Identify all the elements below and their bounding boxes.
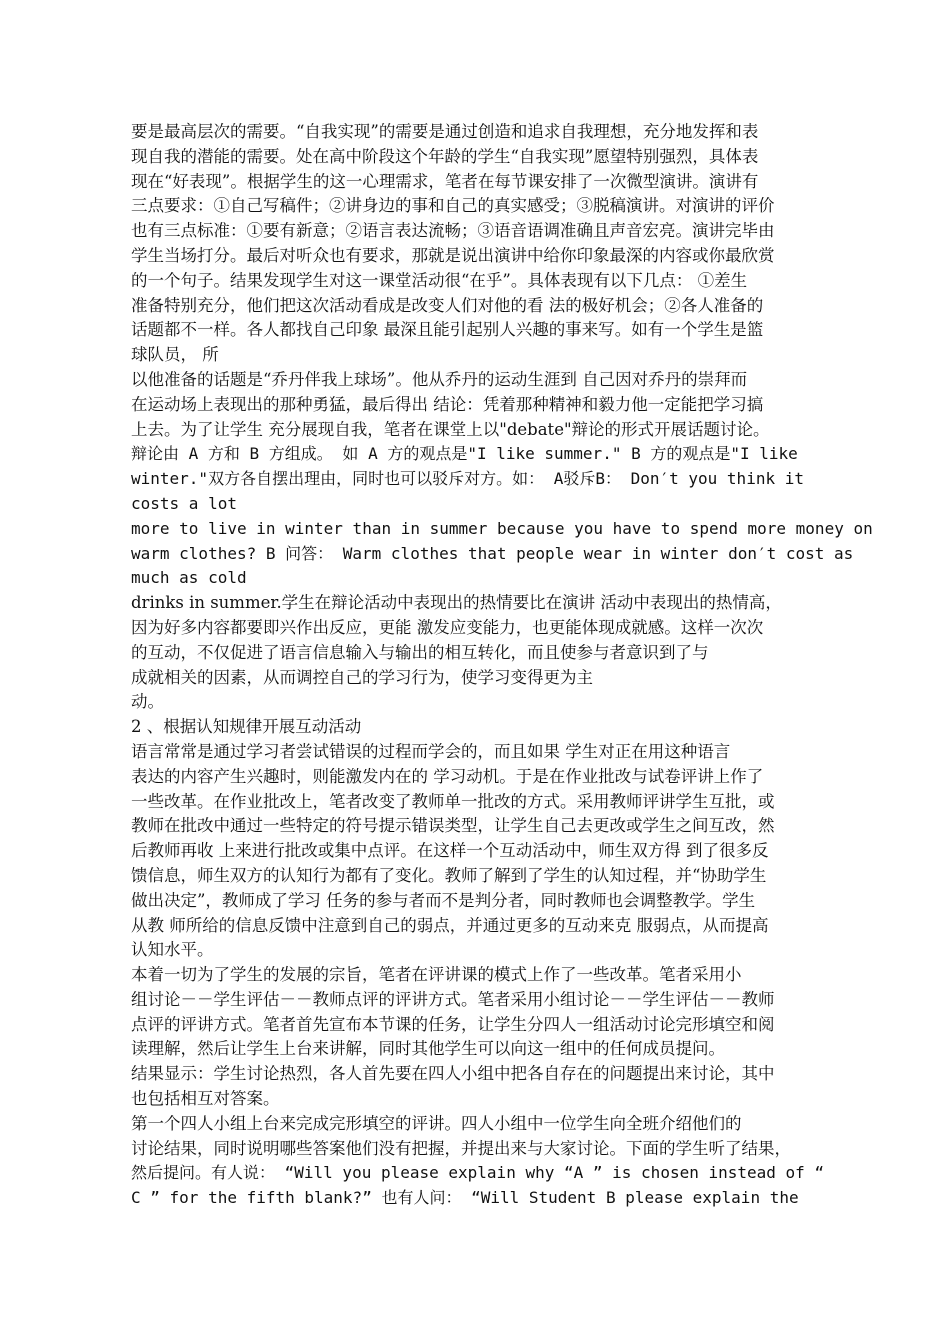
text-line: 在运动场上表现出的那种勇猛，最后得出 结论：凭着那种精神和毅力他一定能把学习搞 — [131, 394, 764, 414]
text-line: 教师在批改中通过一些特定的符号提示错误类型，让学生自己去更改或学生之间互改，然 — [131, 816, 775, 836]
text-line: 点评的评讲方式。笔者首先宣布本节课的任务，让学生分四人一组活动讨论完形填空和阅 — [131, 1014, 775, 1034]
text-line: 也包括相互对答案。 — [131, 1089, 280, 1109]
text-line: costs a lot — [131, 493, 237, 513]
text-line: 读理解，然后让学生上台来讲解，同时其他学生可以向这一组中的任何成员提问。 — [131, 1039, 725, 1059]
text-line: drinks in summer.学生在辩论活动中表现出的热情要比在演讲 活动中表现出的热情高， — [131, 593, 782, 613]
text-line: 本着一切为了学生的发展的宗旨，笔者在评讲课的模式上作了一些改革。笔者采用小 — [131, 965, 742, 985]
text-line: 学生当场打分。最后对听众也有要求，那就是说出演讲中给你印象最深的内容或你最欣赏 — [131, 245, 775, 265]
text-line: 动。 — [131, 692, 164, 712]
text-line: 做出决定”，教师成了学习 任务的参与者而不是判分者，同时教师也会调整教学。学生 — [131, 890, 756, 910]
text-line: 结果显示：学生讨论热烈，各人首先要在四人小组中把各自存在的问题提出来讨论，其中 — [131, 1064, 775, 1084]
text-line: 后教师再收 上来进行批改或集中点评。在这样一个互动活动中，师生双方得 到了很多反 — [131, 841, 769, 861]
text-line: 因为好多内容都要即兴作出反应，更能 激发应变能力，也更能体现成就感。这样一次次 — [131, 617, 764, 637]
text-line: 从教 师所给的信息反馈中注意到自己的弱点，并通过更多的互动来克 服弱点，从而提高 — [131, 915, 769, 935]
text-line: 的互动，不仅促进了语言信息输入与输出的相互转化，而且使参与者意识到了与 — [131, 642, 709, 662]
text-line: 组讨论－－学生评估－－教师点评的评讲方式。笔者采用小组讨论－－学生评估－－教师 — [131, 989, 775, 1009]
text-line: 现在“好表现”。根据学生的这一心理需求，笔者在每节课安排了一次微型演讲。演讲有 — [131, 171, 759, 191]
text-line: winter."双方各自摆出理由，同时也可以驳斥对方。如： A驳斥B： Don′t you think it — [131, 469, 804, 489]
text-line: 表达的内容产生兴趣时，则能激发内在的 学习动机。于是在作业批改与试卷评讲上作了 — [131, 766, 764, 786]
text-line: 球队员， 所 — [131, 345, 219, 365]
text-line: 的一个句子。结果发现学生对这一课堂活动很“在乎”。具体表现有以下几点： ①差生 — [131, 270, 748, 290]
text-line: 要是最高层次的需要。“自我实现”的需要是通过创造和追求自我理想，充分地发挥和表 — [131, 122, 759, 141]
text-line: warm clothes? B 问答： Warm clothes that people wear in winter don′t cost as — [131, 543, 854, 563]
text-line: 馈信息，师生双方的认知行为都有了变化。教师了解到了学生的认知过程，并“协助学生 — [131, 865, 767, 885]
text-line: 现自我的潜能的需要。处在高中阶段这个年龄的学生“自我实现”愿望特别强烈，具体表 — [131, 146, 759, 166]
text-line: C ” for the fifth blank?” 也有人问： “Will Student B please explain the — [131, 1188, 799, 1208]
text-line: 上去。为了让学生 充分展现自我，笔者在课堂上以"debate"辩论的形式开展话题讨论。 — [131, 419, 770, 439]
text-line: much as cold — [131, 568, 247, 588]
text-line: 成就相关的因素，从而调控自己的学习行为，使学习变得更为主 — [131, 667, 593, 687]
document-body — [131, 120, 886, 1211]
text-line: 一些改革。在作业批改上，笔者改变了教师单一批改的方式。采用教师评讲学生互批，或 — [131, 791, 775, 811]
text-line: 话题都不一样。各人都找自己印象 最深且能引起别人兴趣的事来写。如有一个学生是篮 — [131, 320, 764, 340]
text-line: 以他准备的话题是“乔丹伴我上球场”。他从乔丹的运动生涯到 自己因对乔丹的崇拜而 — [131, 369, 748, 389]
text-line: more to live in winter than in summer because you have to spend more money on — [131, 518, 873, 538]
text-line: 第一个四人小组上台来完成完形填空的评讲。四人小组中一位学生向全班介绍他们的 — [131, 1113, 742, 1133]
text-line: 三点要求：①自己写稿件；②讲身边的事和自己的真实感受；③脱稿演讲。对演讲的评价 — [131, 196, 775, 216]
text-line: 讨论结果，同时说明哪些答案他们没有把握，并提出来与大家讨论。下面的学生听了结果， — [131, 1138, 791, 1158]
text-line: 辩论由 A 方和 B 方组成。 如 A 方的观点是"I like summer." B 方的观点是"I like — [131, 444, 798, 464]
section-heading: 2 、根据认知规律开展互动活动 — [131, 717, 362, 737]
text-line: 然后提问。有人说： “Will you please explain why “A ” is chosen instead of “ — [131, 1163, 825, 1183]
text-line: 也有三点标准：①要有新意；②语言表达流畅；③语音语调准确且声音宏亮。演讲完毕由 — [131, 221, 775, 241]
text-line: 认知水平。 — [131, 940, 214, 960]
text-line: 准备特别充分，他们把这次活动看成是改变人们对他的看 法的极好机会；②各人准备的 — [131, 295, 764, 315]
text-line: 语言常常是通过学习者尝试错误的过程而学会的，而且如果 学生对正在用这种语言 — [131, 741, 731, 761]
